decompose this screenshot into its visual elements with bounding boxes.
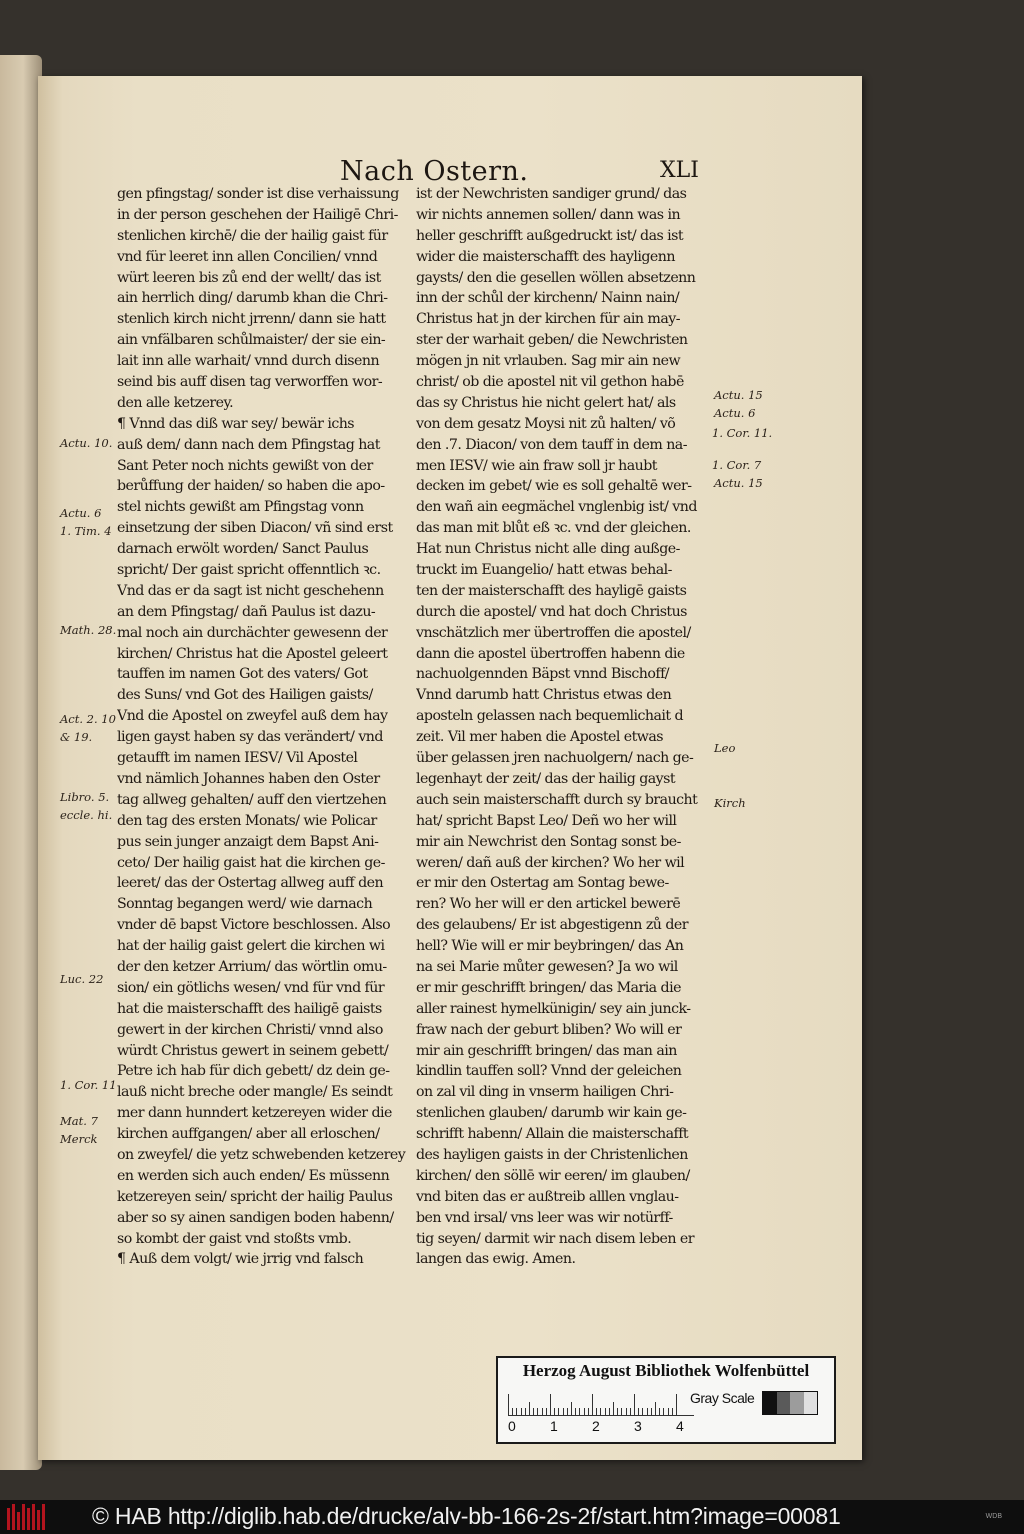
text-line: den alle ketzerey. bbox=[117, 394, 234, 411]
ruler-tick bbox=[584, 1408, 585, 1416]
measurement-ruler bbox=[508, 1388, 694, 1416]
margin-note: Act. 2. 10 bbox=[60, 712, 116, 726]
text-line: würdt Christus gewert in seinem gebett/ bbox=[117, 1042, 389, 1059]
text-line: gen pfingstag/ sonder ist dise verhaissung bbox=[117, 186, 399, 202]
text-line: Vnd das er da sagt ist nicht geschehenn bbox=[117, 582, 384, 599]
text-line: ist der Newchristen sandiger grund/ das bbox=[416, 186, 687, 202]
text-line: tig seyen/ darmit wir nach disem leben er bbox=[416, 1230, 694, 1247]
gray-swatch bbox=[790, 1392, 804, 1414]
text-line: weren/ dañ auß der kirchen? Wo her wil bbox=[416, 854, 685, 871]
text-line: er mir geschrifft bringen/ das Maria die bbox=[416, 979, 681, 996]
text-line: vnd nämlich Johannes haben den Oster bbox=[117, 770, 380, 787]
text-line: kirchen/ Christus hat die Apostel geleert bbox=[117, 645, 388, 662]
text-line: ¶ Vnnd das diß war sey/ bewär ichs bbox=[117, 415, 355, 432]
text-line: legenhayt der zeit/ das der hailig gayst bbox=[416, 770, 675, 787]
left-text-column bbox=[117, 184, 409, 1270]
running-head: Nach Ostern. bbox=[340, 156, 529, 187]
text-line: mögen jn nit vrlauben. Sag mir ain new bbox=[416, 353, 681, 370]
text-line: na sei Marie můter gewesen? Ja wo wil bbox=[416, 958, 678, 975]
ruler-tick bbox=[596, 1408, 597, 1416]
previous-page-edge bbox=[0, 55, 42, 1470]
text-line: ben vnd irsal/ vns leer was wir notürff- bbox=[416, 1209, 673, 1226]
text-line: mal noch ain durchächter gewesenn der bbox=[117, 624, 388, 641]
ruler-tick bbox=[529, 1402, 530, 1416]
text-line: den tag des ersten Monats/ wie Policar bbox=[117, 812, 377, 829]
folio-number: XLI bbox=[660, 158, 699, 183]
text-line: das sy Christus hie nicht gelert hat/ als bbox=[416, 394, 676, 411]
text-line: seind bis auff disen tag verworffen wor- bbox=[117, 374, 383, 391]
gray-scale-label: Gray Scale bbox=[690, 1390, 755, 1406]
text-line: Sant Peter noch nichts gewißt von der bbox=[117, 457, 373, 474]
text-line: sion/ ein götlichs wesen/ vnd für vnd für bbox=[117, 979, 385, 996]
ruler-tick bbox=[558, 1408, 559, 1416]
text-line: des Suns/ vnd Got des Hailigen gaists/ bbox=[117, 687, 373, 704]
text-line: ¶ Auß dem volgt/ wie jrrig vnd falsch bbox=[117, 1251, 364, 1268]
text-line: hell? Wie will er mir beybringen/ das An bbox=[416, 938, 684, 955]
text-line: würt leeren bis zů end der wellt/ das ist bbox=[117, 269, 381, 286]
text-line: pus sein junger anzaigt dem Bapst Ani- bbox=[117, 833, 379, 850]
text-line: heller geschrifft außgedruckt ist/ das ist bbox=[416, 227, 684, 244]
text-line: Petre ich hab für dich gebett/ dz dein ge- bbox=[117, 1063, 390, 1080]
text-line: gaysts/ den die gesellen wöllen absetzenn bbox=[416, 269, 696, 286]
margin-note: Merck bbox=[60, 1132, 98, 1146]
ruler-tick bbox=[588, 1408, 589, 1416]
text-line: ceto/ Der hailig gaist hat die kirchen ge- bbox=[117, 854, 385, 871]
text-line: wider die maisterschafft des hayligenn bbox=[416, 248, 675, 265]
margin-note: 1. Cor. 11. bbox=[712, 426, 773, 440]
margin-note: & 19. bbox=[60, 730, 93, 744]
text-line: das man mit blůt eß ꝛc. vnd der gleichen. bbox=[416, 520, 691, 537]
text-line: aller rainest hymelkünigin/ sey ain junck- bbox=[416, 1000, 691, 1017]
ruler-tick bbox=[638, 1408, 639, 1416]
text-line: in der person geschehen der Hailigē Chri- bbox=[117, 206, 398, 223]
ruler-tick bbox=[626, 1408, 627, 1416]
text-line: mir ain geschrifft bringen/ das man ain bbox=[416, 1042, 677, 1059]
text-line: stenlichen glauben/ darumb wir kain ge- bbox=[416, 1105, 687, 1122]
text-line: stenlichen kirchē/ die der hailig gaist für bbox=[117, 227, 388, 244]
text-line: ren? Wo her will er den artickel bewerē bbox=[416, 896, 681, 913]
margin-note: Actu. 6 bbox=[60, 506, 102, 520]
text-line: mer dann hunndert ketzereyen wider die bbox=[117, 1105, 392, 1122]
ruler-tick bbox=[605, 1408, 606, 1416]
text-line: decken im gebet/ wie es soll gehaltē wer- bbox=[416, 478, 692, 495]
ruler-tick bbox=[613, 1402, 614, 1416]
ruler-tick bbox=[668, 1408, 669, 1416]
ruler-tick bbox=[630, 1408, 631, 1416]
text-line: durch die apostel/ vnd hat doch Christus bbox=[416, 603, 687, 620]
text-line: vnder dē bapst Victore beschlossen. Also bbox=[117, 917, 391, 934]
text-line: zeit. Vil mer haben die Apostel etwas bbox=[416, 729, 664, 746]
gray-swatch bbox=[777, 1392, 791, 1414]
text-line: Vnd die Apostel on zweyfel auß dem hay bbox=[117, 708, 388, 725]
ruler-tick bbox=[521, 1408, 522, 1416]
ruler-number: 0 bbox=[508, 1418, 516, 1434]
text-line: den .7. Diacon/ von dem tauff in dem na- bbox=[416, 436, 687, 453]
text-line: darnach erwölt worden/ Sanct Paulus bbox=[117, 541, 369, 558]
margin-note: eccle. hi. bbox=[60, 808, 113, 822]
text-line: vnschätzlich mer übertroffen die apostel/ bbox=[416, 624, 691, 641]
text-line: Sonntag begangen werd/ wie darnach bbox=[117, 896, 373, 913]
text-line: hat/ spricht Bapst Leo/ Deñ wo her will bbox=[416, 812, 677, 829]
text-line: men IESV/ wie ain fraw soll jr haubt bbox=[416, 457, 657, 474]
text-line: ketzereyen sein/ spricht der hailig Paulus bbox=[117, 1188, 393, 1205]
text-line: schrifft habenn/ Allain die maisterschafft bbox=[416, 1126, 689, 1143]
ruler-number: 2 bbox=[592, 1418, 600, 1434]
ruler-tick bbox=[659, 1408, 660, 1416]
text-line: stel nichts gewißt am Pfingstag vonn bbox=[117, 499, 364, 516]
ruler-tick bbox=[537, 1408, 538, 1416]
text-line: mir ain Newchrist den Sontag sonst be- bbox=[416, 833, 681, 850]
text-line: vnd biten das er außtreib alllen vnglau- bbox=[416, 1188, 679, 1205]
text-line: gewert in der kirchen Christi/ vnnd also bbox=[117, 1021, 383, 1038]
ruler-tick bbox=[516, 1408, 517, 1416]
text-line: ster der warhait geben/ die Newchristen bbox=[416, 332, 688, 349]
ruler-tick bbox=[672, 1408, 673, 1416]
ruler-tick bbox=[676, 1394, 677, 1416]
text-line: leeret/ das der Ostertag allweg auff den bbox=[117, 875, 384, 892]
margin-note: 1. Tim. 4 bbox=[60, 524, 112, 538]
text-line: den wañ ain eegmächel vnglenbig ist/ vnd bbox=[416, 499, 697, 516]
ruler-tick bbox=[579, 1408, 580, 1416]
text-line: des gelaubens/ Er ist abgestigenn zů der bbox=[416, 917, 688, 934]
hab-logo-icon bbox=[7, 1504, 45, 1530]
text-line: truckt im Euangelio/ hatt etwas behal- bbox=[416, 562, 672, 579]
text-line: on zweyfel/ die yetz schwebenden ketzerey bbox=[117, 1146, 406, 1163]
text-line: kindlin tauffen soll? Vnnd der geleichen bbox=[416, 1063, 682, 1080]
ruler-number: 4 bbox=[676, 1418, 684, 1434]
ruler-tick bbox=[609, 1408, 610, 1416]
ruler-tick bbox=[663, 1408, 664, 1416]
text-line: der den ketzer Arrium/ das wörtlin omu- bbox=[117, 958, 387, 975]
ruler-tick bbox=[592, 1394, 593, 1416]
text-line: einsetzung der siben Diacon/ vñ sind erst bbox=[117, 520, 393, 537]
margin-note: Luc. 22 bbox=[60, 972, 104, 986]
text-line: Hat nun Christus nicht alle ding außge- bbox=[416, 541, 680, 558]
text-line: nachuolgennden Bäpst vnnd Bischoff/ bbox=[416, 666, 670, 683]
margin-note: 1. Cor. 11 bbox=[60, 1078, 117, 1092]
ruler-tick bbox=[634, 1394, 635, 1416]
text-line: fraw nach der geburt bliben? Wo will er bbox=[416, 1021, 682, 1038]
ruler-tick bbox=[533, 1408, 534, 1416]
text-line: dann die apostel übertroffen habenn die bbox=[416, 645, 685, 662]
book-page bbox=[38, 76, 862, 1460]
ruler-tick bbox=[554, 1408, 555, 1416]
text-line: er mir den Ostertag am Sontag bewe- bbox=[416, 875, 669, 892]
gray-swatch bbox=[804, 1392, 818, 1414]
margin-note: Leo bbox=[714, 741, 736, 755]
ruler-number: 3 bbox=[634, 1418, 642, 1434]
ruler-tick bbox=[512, 1408, 513, 1416]
margin-note: 1. Cor. 7 bbox=[712, 458, 762, 472]
text-line: langen das ewig. Amen. bbox=[416, 1251, 576, 1268]
ruler-tick bbox=[542, 1408, 543, 1416]
text-line: hat die maisterschafft des hailigē gaists bbox=[117, 1000, 382, 1017]
text-line: berůffung der haiden/ so haben die apo- bbox=[117, 478, 385, 495]
ruler-tick bbox=[525, 1408, 526, 1416]
ruler-tick bbox=[575, 1408, 576, 1416]
text-line: auß dem/ dann nach dem Pfingstag hat bbox=[117, 436, 380, 453]
text-line: stenlich kirch nicht jrrenn/ dann sie hatt bbox=[117, 311, 386, 328]
margin-note: Actu. 15 bbox=[714, 388, 763, 402]
margin-note: Actu. 15 bbox=[714, 476, 763, 490]
gray-swatch bbox=[763, 1392, 777, 1414]
color-calibration-bar bbox=[496, 1356, 836, 1444]
text-line: ten der maisterschafft des hayligē gaists bbox=[416, 582, 687, 599]
text-line: aposteln gelassen nach bequemlichait d bbox=[416, 708, 684, 725]
ruler-tick bbox=[600, 1408, 601, 1416]
margin-note: Mat. 7 bbox=[60, 1114, 98, 1128]
text-line: des hayligen gaists in der Christenlichen bbox=[416, 1146, 688, 1163]
text-line: spricht/ Der gaist spricht offenntlich ꝛc. bbox=[117, 562, 381, 579]
margin-note: Kirch bbox=[714, 796, 746, 810]
footer-bar bbox=[0, 1500, 1024, 1534]
text-line: kirchen/ den söllē wir eeren/ im glauben/ bbox=[416, 1167, 690, 1184]
text-line: aber so sy ainen sandigen boden habenn/ bbox=[117, 1209, 394, 1226]
text-line: lauß nicht breche oder mangle/ Es seindt bbox=[117, 1084, 393, 1101]
text-line: auch sein maisterschafft durch sy braucht bbox=[416, 791, 698, 808]
right-text-column bbox=[416, 184, 712, 1270]
text-line: Christus hat jn der kirchen für ain may- bbox=[416, 311, 680, 328]
ruler-tick bbox=[647, 1408, 648, 1416]
margin-note: Libro. 5. bbox=[60, 790, 110, 804]
text-line: vnd für leeret inn allen Concilien/ vnnd bbox=[117, 248, 378, 265]
text-line: ain herrlich ding/ darumb khan die Chri- bbox=[117, 290, 388, 307]
text-line: tag allweg gehalten/ auff den viertzehen bbox=[117, 791, 387, 808]
text-line: tauffen im namen Got des vaters/ Got bbox=[117, 666, 368, 683]
text-line: so kombt der gaist vnd stoßts vmb. bbox=[117, 1230, 352, 1247]
ruler-tick bbox=[563, 1408, 564, 1416]
gray-scale-swatches bbox=[762, 1391, 818, 1415]
text-line: on zal vil ding in vnserm hailigen Chri- bbox=[416, 1084, 674, 1101]
text-line: hat der hailig gaist gelert die kirchen wi bbox=[117, 938, 385, 955]
copyright-url: © HAB http://diglib.hab.de/drucke/alv-bb-166-2s-2f/start.htm?image=00081 bbox=[92, 1503, 841, 1529]
text-line: kirchen auffgangen/ aber all erloschen/ bbox=[117, 1126, 380, 1143]
margin-note: Actu. 10. bbox=[60, 436, 113, 450]
ruler-tick bbox=[642, 1408, 643, 1416]
margin-note: Math. 28. bbox=[60, 623, 117, 637]
margin-note: Actu. 6 bbox=[714, 406, 756, 420]
footer-mark: WDB bbox=[985, 1513, 1002, 1520]
text-line: christ/ ob die apostel nit vil gethon habē bbox=[416, 374, 684, 391]
text-line: inn der schůl der kirchenn/ Nainn nain/ bbox=[416, 290, 680, 307]
text-line: an dem Pfingstag/ dañ Paulus ist dazu- bbox=[117, 603, 376, 620]
text-line: über gelassen jren nachuolgern/ nach ge- bbox=[416, 750, 694, 767]
ruler-tick bbox=[621, 1408, 622, 1416]
ruler-tick bbox=[651, 1408, 652, 1416]
ruler-tick bbox=[546, 1408, 547, 1416]
ruler-tick bbox=[550, 1394, 551, 1416]
text-line: ligen gayst haben sy das verändert/ vnd bbox=[117, 729, 383, 746]
ruler-tick bbox=[567, 1408, 568, 1416]
text-line: getaufft im namen IESV/ Vil Apostel bbox=[117, 750, 358, 767]
ruler-tick bbox=[617, 1408, 618, 1416]
library-name: Herzog August Bibliothek Wolfenbüttel bbox=[522, 1361, 810, 1380]
ruler-tick bbox=[571, 1402, 572, 1416]
text-line: Vnnd darumb hatt Christus etwas den bbox=[416, 687, 672, 704]
text-line: ain vnfälbaren schůlmaister/ der sie ein- bbox=[117, 332, 386, 349]
text-line: von dem gesatz Moysi nit zů halten/ võ bbox=[416, 415, 676, 432]
ruler-tick bbox=[655, 1402, 656, 1416]
text-line: wir nichts annemen sollen/ dann was in bbox=[416, 206, 681, 223]
ruler-tick bbox=[508, 1394, 509, 1416]
text-line: en werden sich auch enden/ Es müssenn bbox=[117, 1167, 390, 1184]
ruler-number: 1 bbox=[550, 1418, 558, 1434]
text-line: lait inn alle warhait/ vnnd durch disenn bbox=[117, 353, 380, 370]
